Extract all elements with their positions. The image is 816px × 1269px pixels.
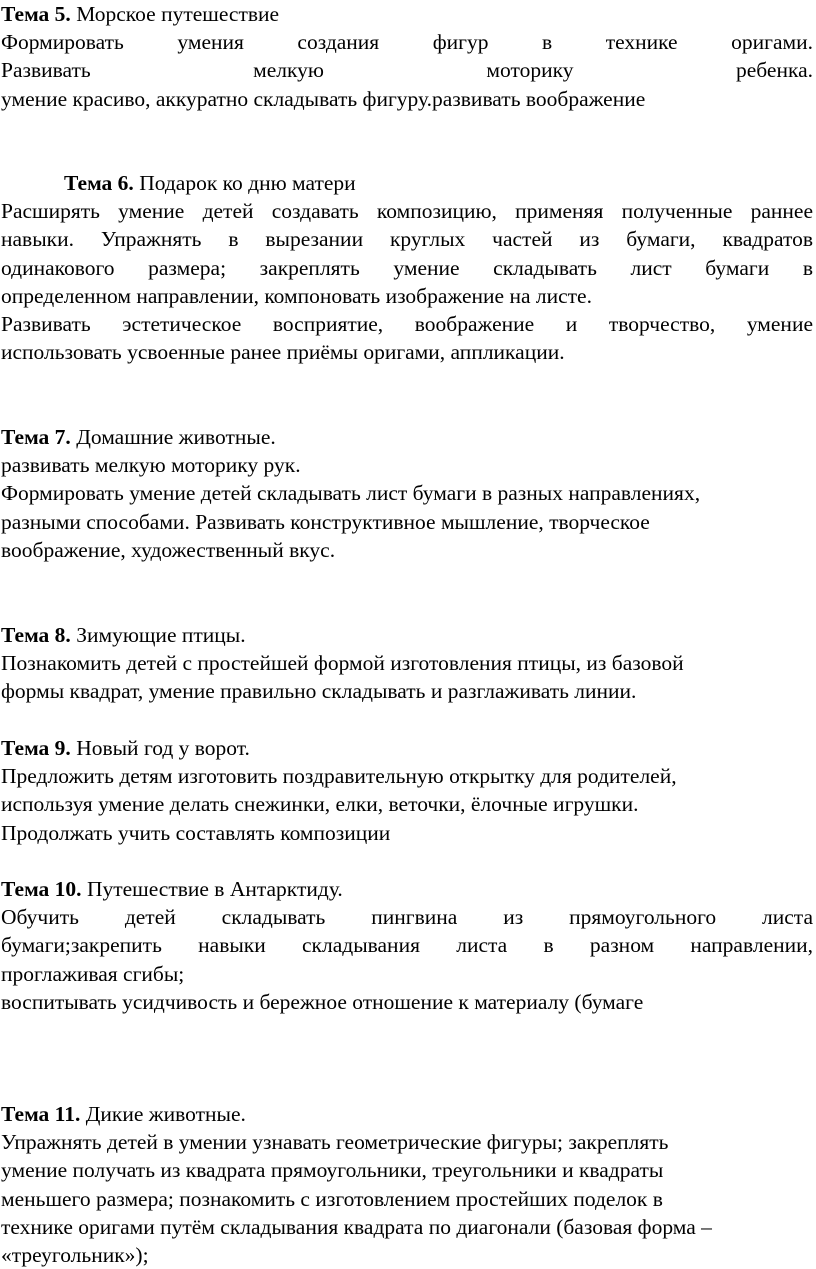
topic-body-line: формы квадрат, умение правильно складывать и разглаживать линии. (1, 679, 637, 704)
topic-heading (1, 734, 813, 762)
topic-heading (1, 1100, 813, 1128)
topic-label: Тема 9. (1, 736, 71, 760)
topic-title: Новый год у ворот. (70, 736, 250, 760)
topic-section (1, 169, 813, 366)
topic-section (1, 875, 813, 1016)
topic-body-line: технике оригами путём складывания квадрата по диагонали (базовая форма – (1, 1214, 712, 1239)
topic-body-line: Расширять умение детей создавать композицию, применяя полученные раннее (1, 199, 813, 224)
topic-body-line: воображение, художественный вкус. (1, 537, 336, 562)
topic-title: Дикие животные. (80, 1102, 246, 1126)
topic-body-line: проглаживая сгибы; (1, 961, 185, 986)
topic-body-line: разными способами. Развивать конструктивное мышление, творческое (1, 509, 650, 534)
topic-body-line: воспитывать усидчивость и бережное отношение к материалу (бумаге (1, 989, 644, 1014)
topic-body-line: умение красиво, аккуратно складывать фигуру.развивать воображение (1, 86, 646, 111)
topic-heading (1, 0, 813, 28)
topic-section (1, 423, 813, 564)
topic-heading (1, 423, 813, 451)
topic-body-line: Формировать умения создания фигур в технике оригами. (1, 30, 813, 55)
topic-body-line: бумаги;закрепить навыки складывания листа в разном направлении, (1, 933, 813, 958)
topic-body-line: развивать мелкую моторику рук. (1, 453, 301, 478)
topic-body-line: определенном направлении, компоновать изображение на листе. (1, 283, 592, 308)
topic-label: Тема 6. (64, 171, 134, 195)
topic-label: Тема 10. (1, 877, 82, 901)
topic-label: Тема 7. (1, 425, 71, 449)
topic-body-line: Обучить детей складывать пингвина из прямоугольного листа (1, 905, 813, 930)
topic-body-line: умение получать из квадрата прямоугольники, треугольники и квадраты (1, 1158, 664, 1183)
topic-label: Тема 11. (1, 1102, 81, 1126)
topic-body-line: одинакового размера; закреплять умение складывать лист бумаги в (1, 255, 813, 280)
topic-body-line: Упражнять детей в умении узнавать геометрические фигуры; закреплять (1, 1130, 669, 1155)
topic-section (1, 0, 813, 113)
topic-title: Путешествие в Антарктиду. (81, 877, 343, 901)
topic-section (1, 1100, 813, 1269)
topic-heading (1, 621, 813, 649)
topic-body-line: Продолжать учить составлять композиции (1, 820, 391, 845)
topic-body-line: навыки. Упражнять в вырезании круглых частей из бумаги, квадратов (1, 227, 813, 252)
topic-title: Морское путешествие (70, 2, 280, 26)
topic-heading (1, 169, 813, 197)
topic-title: Подарок ко дню матери (133, 171, 356, 195)
topic-body-line: Развивать эстетическое восприятие, воображение и творчество, умение (1, 312, 813, 337)
topic-heading (1, 875, 813, 903)
topic-body-line: Познакомить детей с простейшей формой изготовления птицы, из базовой (1, 651, 684, 676)
topic-body-line: Развивать мелкую моторику ребенка. (1, 58, 813, 83)
topic-label: Тема 5. (1, 2, 71, 26)
topic-body-line: используя умение делать снежинки, елки, веточки, ёлочные игрушки. (1, 792, 639, 817)
topic-body-line: использовать усвоенные ранее приёмы оригами, аппликации. (1, 340, 565, 365)
topic-body-line: Предложить детям изготовить поздравительную открытку для родителей, (1, 764, 677, 789)
topic-section (1, 734, 813, 847)
topic-title: Зимующие птицы. (70, 623, 246, 647)
topic-label: Тема 8. (1, 623, 71, 647)
topic-body-line: меньшего размера; познакомить с изготовлением простейших поделок в (1, 1186, 663, 1211)
topic-title: Домашние животные. (70, 425, 276, 449)
topic-body-line: Формировать умение детей складывать лист бумаги в разных направлениях, (1, 481, 701, 506)
topic-section (1, 621, 813, 706)
topic-body-line: «треугольник»); (1, 1243, 149, 1268)
